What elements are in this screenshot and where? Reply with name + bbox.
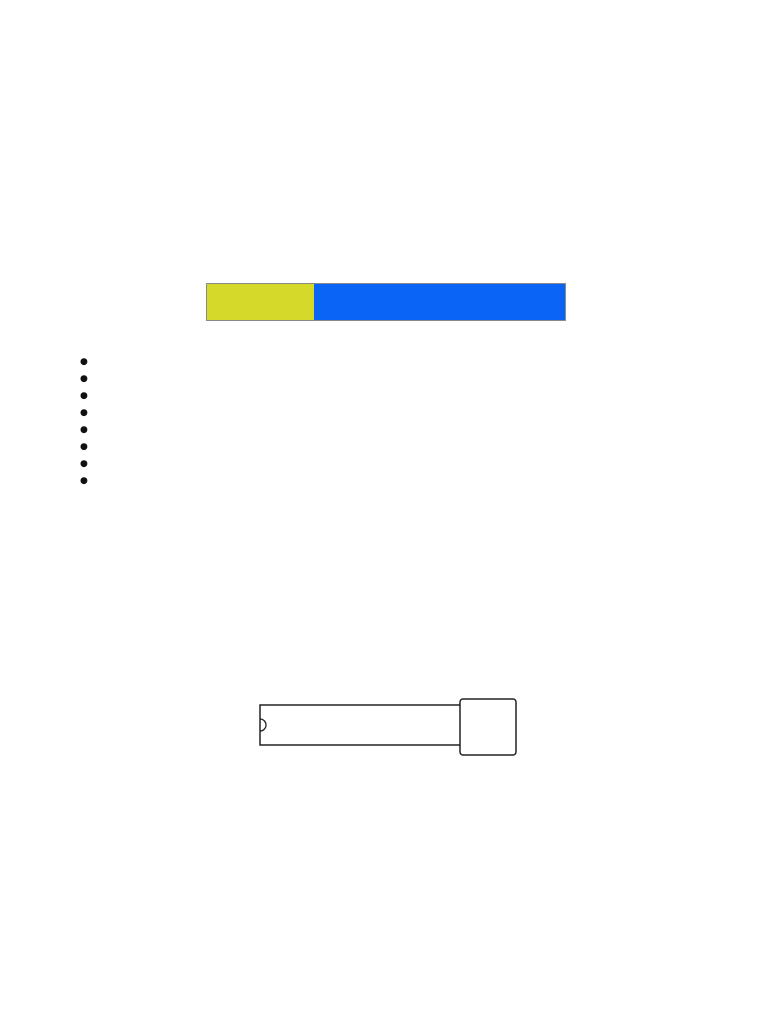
bullet-icon: ● [80, 357, 88, 367]
bullet-icon: ● [80, 374, 88, 384]
chip-figure [257, 690, 547, 760]
bullet-icon: ● [80, 408, 88, 418]
chip-illustration [257, 690, 547, 760]
list-item [80, 457, 680, 474]
update-steps-list [80, 355, 680, 491]
bullet-icon: ● [80, 442, 88, 452]
bios-blocks-diagram [206, 283, 566, 321]
bullet-icon: ● [80, 459, 88, 469]
list-item [80, 355, 680, 372]
bullet-icon: ● [80, 391, 88, 401]
bullet-icon: ● [80, 425, 88, 435]
list-item [80, 372, 680, 389]
dip32-chip [260, 705, 472, 745]
list-item [80, 406, 680, 423]
plcc28-chip [460, 699, 516, 755]
list-item [80, 389, 680, 406]
bullet-icon: ● [80, 476, 88, 486]
list-item [80, 474, 680, 491]
list-item [80, 423, 680, 440]
system-block-label [314, 284, 565, 320]
boot-block-label [207, 284, 314, 320]
list-item [80, 440, 680, 457]
